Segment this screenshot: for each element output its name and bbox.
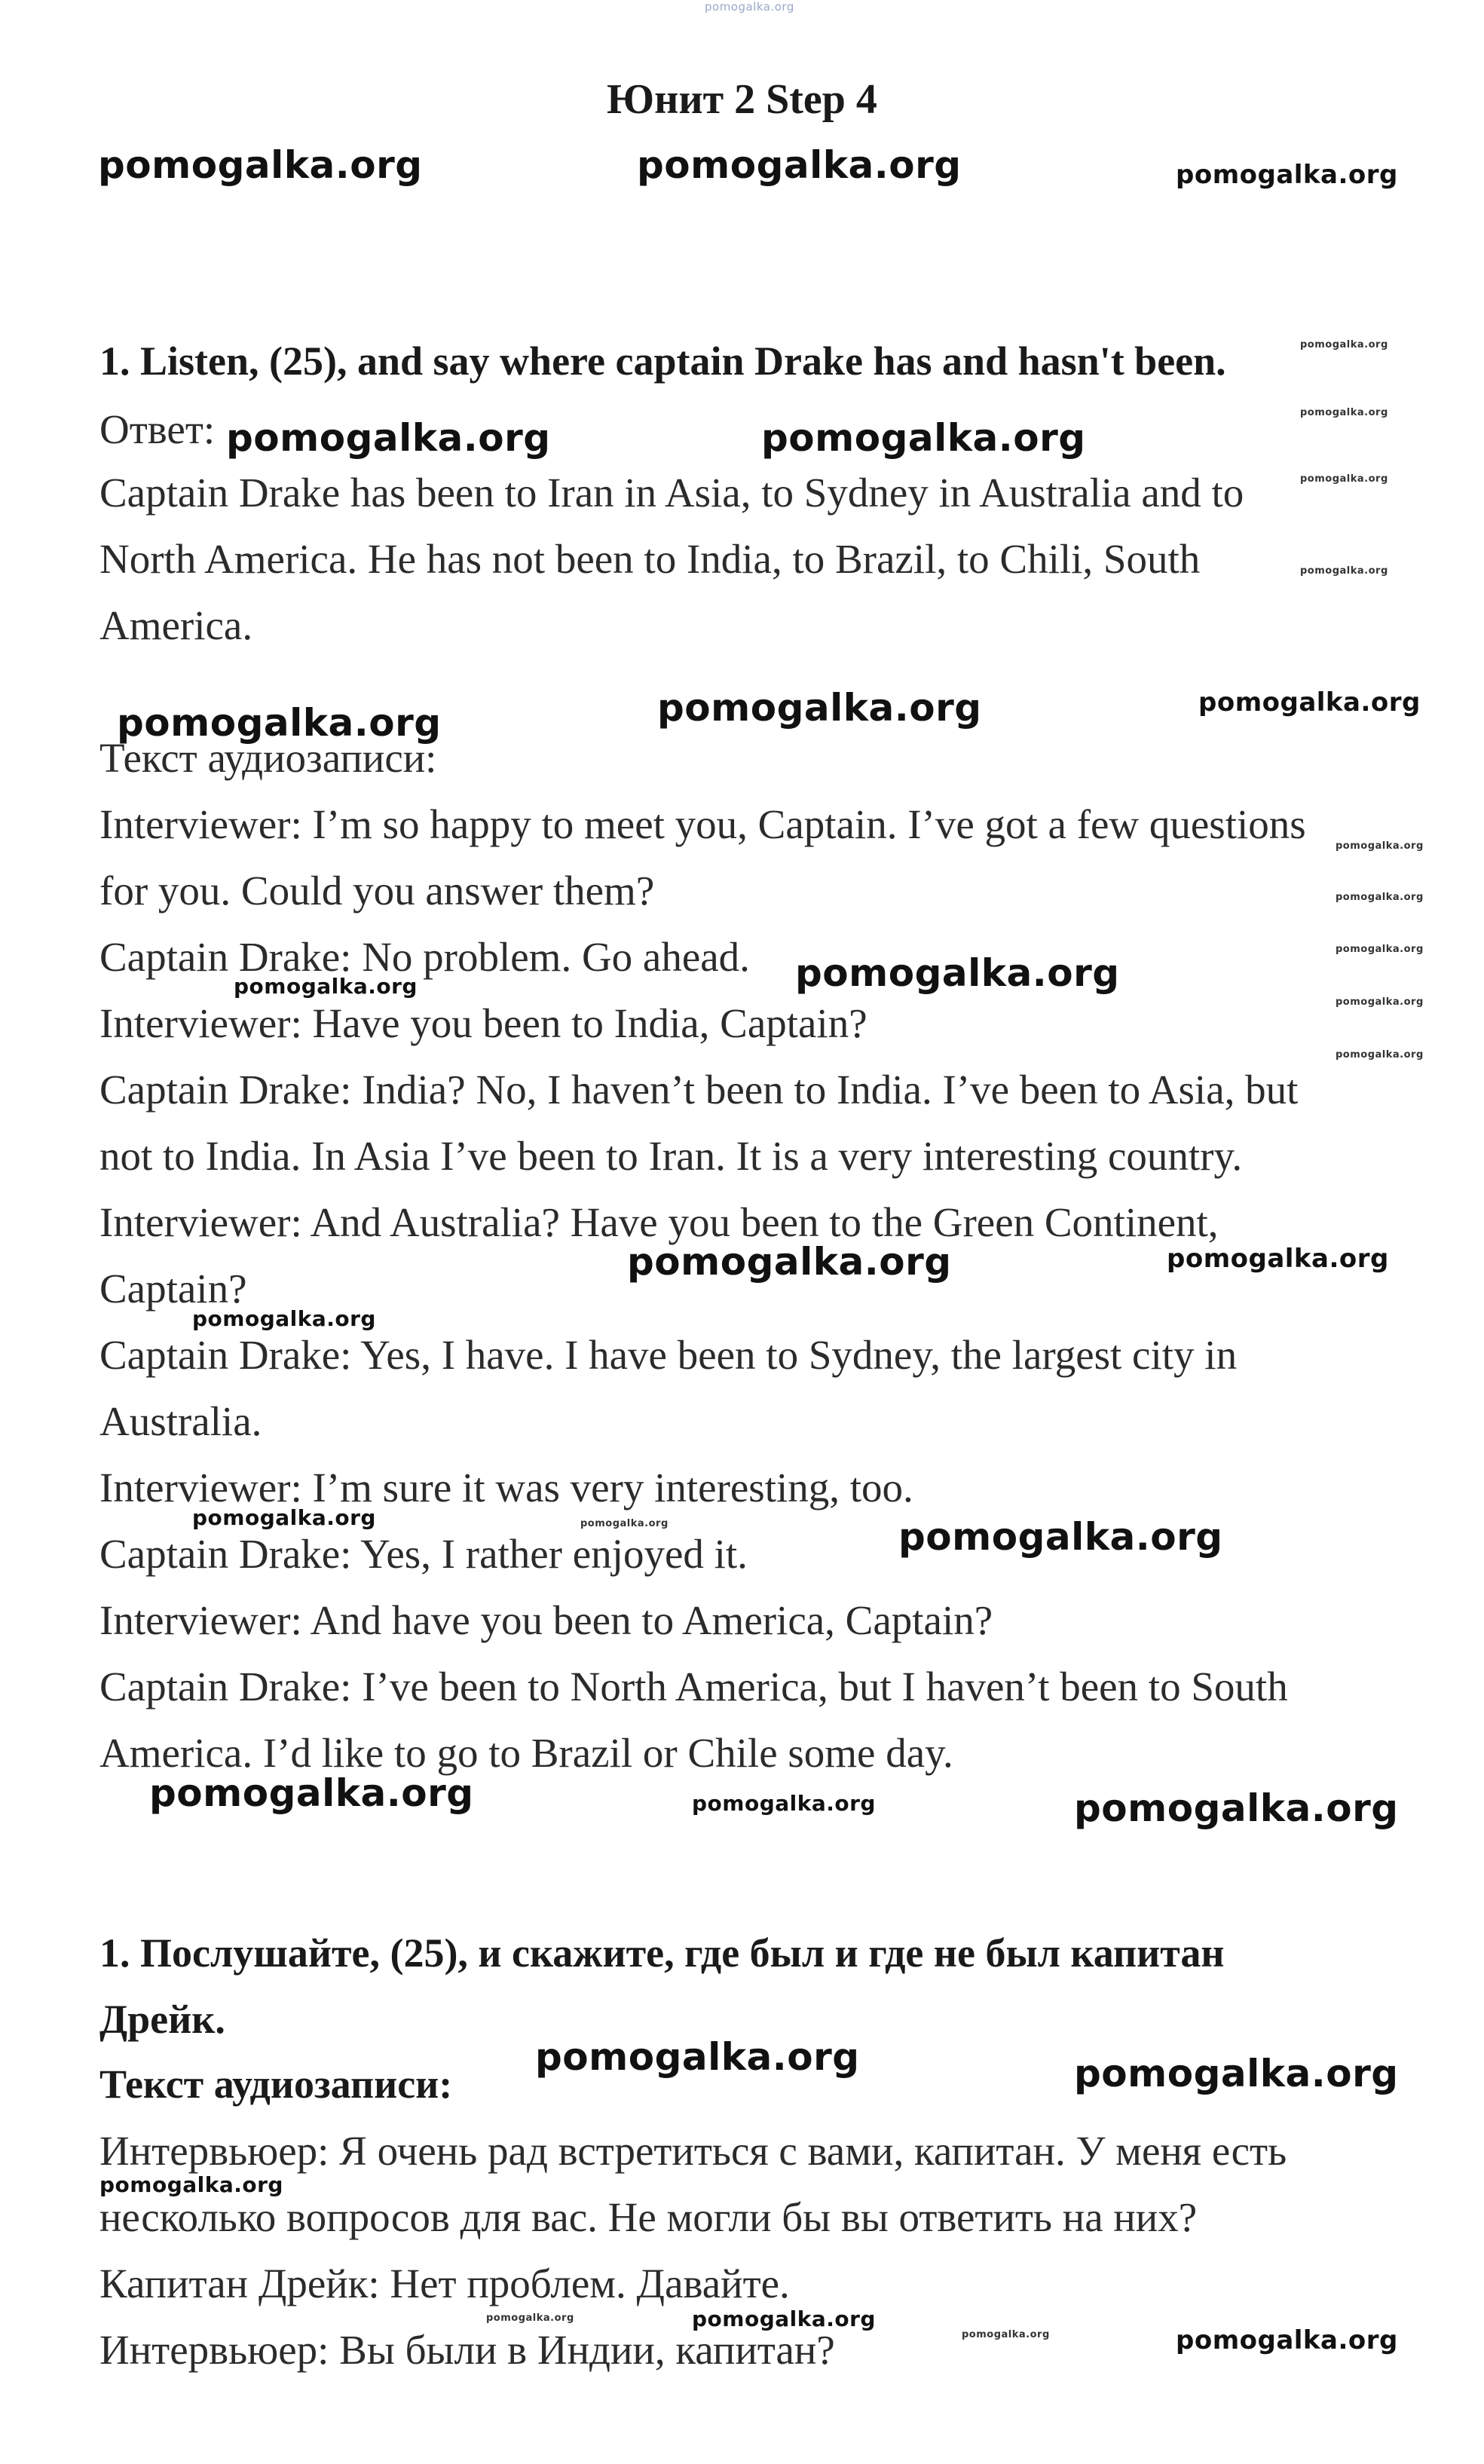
transcript-line: not to India. In Asia I’ve been to Iran. It is a very interesting country. [99, 1133, 1243, 1179]
transcript-line-ru: Интервьюер: Вы были в Индии, капитан? [99, 2327, 835, 2373]
watermark: pomogalka.org [1300, 339, 1388, 350]
watermark: pomogalka.org [1300, 473, 1388, 485]
exercise-heading-ru: 1. Послушайте, (25), и скажите, где был и где не был капитан [99, 1930, 1225, 1976]
watermark: pomogalka.org [627, 1240, 952, 1284]
transcript-line: Captain Drake: No problem. Go ahead. [99, 934, 750, 980]
watermark: pomogalka.org [99, 2172, 283, 2197]
answer-line: America. [99, 602, 253, 648]
transcript-line: Interviewer: And Australia? Have you been to the Green Continent, [99, 1199, 1219, 1245]
answer-line: North America. He has not been to India, to Brazil, to Chili, South [99, 536, 1201, 582]
watermark: pomogalka.org [1074, 1786, 1399, 1830]
watermark: pomogalka.org [1336, 944, 1424, 955]
transcript-line-ru: Интервьюер: Я очень рад встретиться с вами, капитан. У меня есть [99, 2128, 1287, 2174]
exercise-heading-ru: Дрейк. [99, 1997, 225, 2042]
watermark: pomogalka.org [705, 0, 794, 14]
transcript-line: Interviewer: Have you been to India, Captain? [99, 1000, 867, 1046]
watermark: pomogalka.org [192, 1505, 376, 1530]
watermark: pomogalka.org [657, 686, 982, 730]
transcript-line: Captain? [99, 1266, 247, 1312]
watermark: pomogalka.org [192, 1306, 376, 1331]
transcript-line: Interviewer: I’m so happy to meet you, Captain. I’ve got a few questions [99, 801, 1306, 847]
transcript-line: Australia. [99, 1398, 262, 1444]
watermark: pomogalka.org [1336, 996, 1424, 1008]
transcript-line: America. I’d like to go to Brazil or Chile some day. [99, 1730, 953, 1776]
watermark: pomogalka.org [692, 2306, 876, 2331]
transcript-line: Captain Drake: I’ve been to North America, but I haven’t been to South [99, 1664, 1288, 1709]
answer-line: Captain Drake has been to Iran in Asia, to Sydney in Australia and to [99, 470, 1244, 516]
page-title: Юнит 2 Step 4 [607, 76, 877, 123]
watermark: pomogalka.org [1300, 407, 1388, 418]
answer-label: Ответ: [99, 406, 216, 452]
watermark: pomogalka.org [1336, 892, 1424, 903]
watermark: pomogalka.org [535, 2035, 860, 2079]
transcript-label-ru: Текст аудиозаписи: [99, 2061, 453, 2107]
watermark: pomogalka.org [149, 1771, 474, 1815]
transcript-line: Captain Drake: Yes, I rather enjoyed it. [99, 1531, 748, 1577]
watermark: pomogalka.org [1336, 1049, 1424, 1061]
watermark: pomogalka.org [962, 2329, 1050, 2340]
watermark: pomogalka.org [761, 416, 1086, 460]
transcript-line: for you. Could you answer them? [99, 868, 655, 914]
transcript-label: Текст аудиозаписи: [99, 735, 437, 781]
watermark: pomogalka.org [1167, 1244, 1389, 1274]
exercise-heading: 1. Listen, (25), and say where captain Drake has and hasn't been. [99, 338, 1226, 384]
transcript-line: Captain Drake: Yes, I have. I have been to Sydney, the largest city in [99, 1332, 1238, 1378]
watermark: pomogalka.org [1300, 565, 1388, 577]
watermark: pomogalka.org [98, 143, 423, 187]
watermark: pomogalka.org [898, 1515, 1223, 1559]
transcript-line-ru: Капитан Дрейк: Нет проблем. Давайте. [99, 2260, 790, 2306]
watermark: pomogalka.org [580, 1518, 669, 1529]
transcript-line: Interviewer: I’m sure it was very interesting, too. [99, 1465, 913, 1511]
watermark: pomogalka.org [486, 2312, 574, 2324]
watermark: pomogalka.org [795, 951, 1120, 995]
watermark: pomogalka.org [1176, 160, 1398, 190]
transcript-line: Interviewer: And have you been to America, Captain? [99, 1597, 993, 1643]
watermark: pomogalka.org [692, 1791, 876, 1816]
watermark: pomogalka.org [1074, 2052, 1399, 2095]
watermark: pomogalka.org [1176, 2325, 1398, 2355]
watermark: pomogalka.org [117, 701, 442, 745]
watermark: pomogalka.org [234, 974, 418, 999]
watermark: pomogalka.org [1336, 840, 1424, 852]
watermark: pomogalka.org [226, 416, 551, 460]
transcript-line: Captain Drake: India? No, I haven’t been to India. I’ve been to Asia, but [99, 1067, 1299, 1113]
transcript-line-ru: несколько вопросов для вас. Не могли бы вы ответить на них? [99, 2194, 1198, 2240]
watermark: pomogalka.org [1198, 687, 1421, 718]
watermark: pomogalka.org [637, 143, 962, 187]
